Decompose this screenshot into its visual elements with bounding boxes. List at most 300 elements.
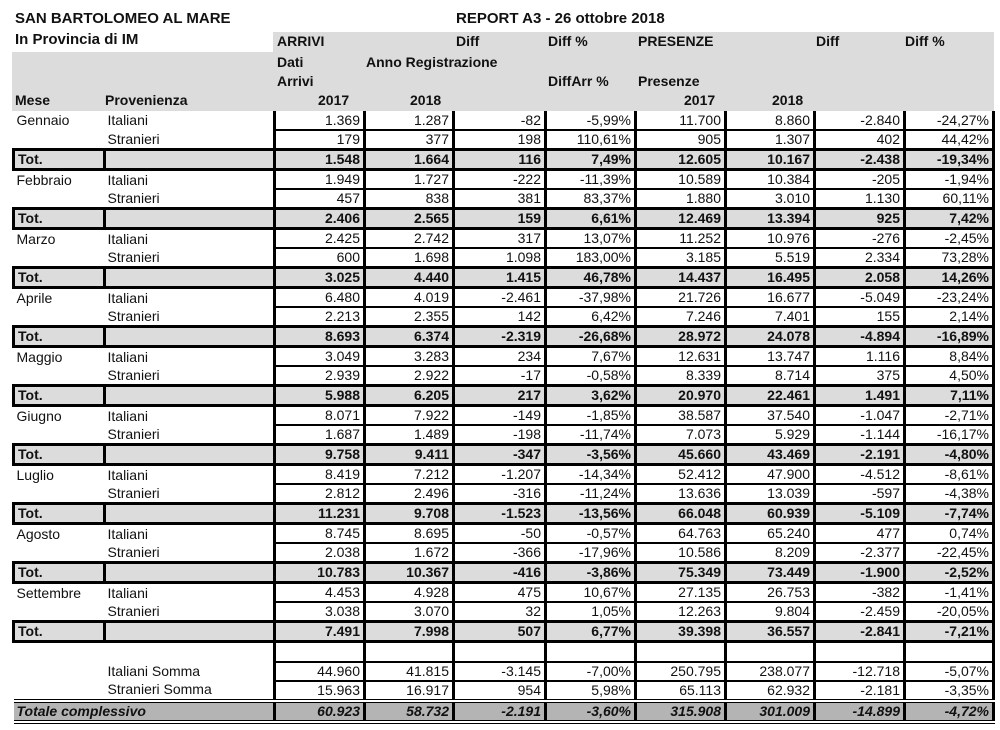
cell-arrivi-diff: 507 [454,622,546,642]
cell-arrivi-diff: -2.319 [454,327,546,347]
cell-arrivi-2018: 16.917 [365,681,454,701]
total-row [14,268,994,288]
cell-arrivi-2017: 2.425 [275,229,365,249]
cell-arrivi-diff: -2.461 [454,288,546,308]
header-arrivi-2018: 2018 [410,92,442,108]
cell-mese [14,366,105,386]
cell-presenze-diff-pct: -2,71% [905,406,994,426]
cell-arrivi-2018: 6.374 [365,327,454,347]
cell-arrivi-2018: 58.732 [365,701,454,722]
cell-presenze-2018: 24.078 [726,327,815,347]
cell-arrivi-diff: -222 [454,170,546,190]
cell-mese: Aprile [16,289,53,306]
cell-presenze-2018: 10.167 [726,150,815,170]
cell-arrivi-diff-pct: -11,74% [546,425,636,445]
total-row [14,386,994,406]
cell-presenze-diff-pct: -22,45% [905,543,994,563]
cell-arrivi-diff-pct: -11,24% [546,484,636,504]
cell-presenze-diff-pct: -4,80% [905,445,994,465]
table-row [14,465,994,485]
blank-row [14,642,994,662]
cell-presenze-diff: -2.191 [815,445,905,465]
cell-arrivi-2017: 4.453 [275,583,365,603]
cell-arrivi-diff-pct: 13,07% [546,229,636,249]
cell-arrivi-2017: 9.758 [275,445,365,465]
cell-presenze-diff-pct: -2,52% [905,563,994,583]
cell-presenze-diff-pct: 0,74% [905,524,994,544]
cell-mese: Tot. [14,563,105,583]
cell-presenze-diff: -14.899 [815,701,905,722]
cell-presenze-2018: 301.009 [726,701,815,722]
cell-mese: Maggio [16,348,63,365]
cell-provenienza [105,209,275,229]
table-body [14,111,994,722]
cell-presenze-2017: 14.437 [636,268,726,288]
cell-arrivi-2018: 9.708 [365,504,454,524]
cell-arrivi-2017 [275,642,365,662]
cell-presenze-2017: 64.763 [636,524,726,544]
cell-mese: Tot. [14,268,105,288]
cell-presenze-diff: -5.109 [815,504,905,524]
cell-provenienza: Stranieri [107,602,160,619]
header-diff-presenze: Diff [816,33,840,49]
cell-arrivi-2018: 1.672 [365,543,454,563]
cell-arrivi-diff-pct: 7,49% [546,150,636,170]
table-row [14,347,994,367]
cell-provenienza: Italiani Somma [107,662,201,679]
cell-presenze-diff: -382 [815,583,905,603]
cell-arrivi-2017: 3.049 [275,347,365,367]
cell-presenze-2018: 9.804 [726,602,815,622]
cell-presenze-diff-pct: -1,94% [905,170,994,190]
cell-mese [14,602,105,622]
cell-mese: Tot. [14,386,105,406]
cell-arrivi-2018: 1.287 [365,111,454,130]
cell-presenze-2017: 52.412 [636,465,726,485]
cell-presenze-diff-pct: 7,42% [905,209,994,229]
cell-arrivi-diff-pct: -0,58% [546,366,636,386]
cell-presenze-diff-pct: 2,14% [905,307,994,327]
cell-presenze-2017: 39.398 [636,622,726,642]
cell-arrivi-2017: 1.369 [275,111,365,130]
cell-arrivi-diff: -316 [454,484,546,504]
cell-mese [14,189,105,209]
cell-presenze-diff: 2.058 [815,268,905,288]
cell-presenze-diff: 155 [815,307,905,327]
cell-provenienza: Stranieri [107,543,160,560]
cell-arrivi-diff: 1.098 [454,248,546,268]
cell-presenze-2017: 10.589 [636,170,726,190]
cell-provenienza [105,268,275,288]
cell-arrivi-diff: 381 [454,189,546,209]
cell-presenze-2017: 12.605 [636,150,726,170]
cell-presenze-diff-pct: -8,61% [905,465,994,485]
cell-presenze-2018: 37.540 [726,406,815,426]
cell-arrivi-diff-pct: 183,00% [546,248,636,268]
cell-arrivi-2018: 838 [365,189,454,209]
table-row [14,484,994,504]
cell-presenze-diff-pct: -7,21% [905,622,994,642]
cell-arrivi-2018: 3.283 [365,347,454,367]
cell-arrivi-diff-pct: -1,85% [546,406,636,426]
cell-presenze-diff: -2.181 [815,681,905,701]
cell-presenze-diff: 402 [815,130,905,150]
cell-presenze-diff-pct: -7,74% [905,504,994,524]
cell-arrivi-2017: 2.213 [275,307,365,327]
cell-arrivi-2017: 2.939 [275,366,365,386]
cell-arrivi-2018: 1.698 [365,248,454,268]
cell-presenze-2018: 8.714 [726,366,815,386]
cell-presenze-2018: 13.394 [726,209,815,229]
cell-mese: Febbraio [16,171,72,188]
cell-arrivi-2017: 8.071 [275,406,365,426]
cell-presenze-2017: 12.631 [636,347,726,367]
cell-presenze-2017: 65.113 [636,681,726,701]
cell-presenze-diff: 2.334 [815,248,905,268]
cell-presenze-diff-pct: 73,28% [905,248,994,268]
cell-arrivi-2017: 5.988 [275,386,365,406]
cell-arrivi-2018: 3.070 [365,602,454,622]
report-title: REPORT A3 - 26 ottobre 2018 [456,10,665,27]
cell-arrivi-diff-pct: -17,96% [546,543,636,563]
cell-arrivi-2017: 11.231 [275,504,365,524]
cell-arrivi-2018: 377 [365,130,454,150]
cell-arrivi-diff: -3.145 [454,662,546,681]
cell-presenze-diff: -205 [815,170,905,190]
table-row [14,406,994,426]
cell-arrivi-2018: 4.019 [365,288,454,308]
cell-provenienza: Italiani [107,525,148,542]
cell-presenze-diff: -276 [815,229,905,249]
cell-arrivi-diff-pct: -3,60% [546,701,636,722]
cell-arrivi-2018: 1.664 [365,150,454,170]
cell-arrivi-2017: 2.038 [275,543,365,563]
cell-arrivi-diff-pct: -7,00% [546,662,636,681]
cell-presenze-diff: -597 [815,484,905,504]
cell-presenze-2017: 10.586 [636,543,726,563]
header-anno-registrazione: Anno Registrazione [366,54,498,70]
cell-presenze-diff: -2.377 [815,543,905,563]
cell-arrivi-2018 [365,642,454,662]
header-presenze: PRESENZE [638,33,714,49]
cell-provenienza: Italiani [107,289,148,306]
cell-arrivi-2017: 60.923 [275,701,365,722]
cell-presenze-diff-pct: 14,26% [905,268,994,288]
cell-arrivi-2017: 3.038 [275,602,365,622]
cell-mese: Agosto [16,525,61,542]
cell-arrivi-2017: 600 [275,248,365,268]
cell-presenze-2018: 47.900 [726,465,815,485]
cell-presenze-2017: 21.726 [636,288,726,308]
cell-arrivi-diff-pct: 7,67% [546,347,636,367]
cell-presenze-diff: 1.116 [815,347,905,367]
cell-arrivi-diff: -347 [454,445,546,465]
total-row [14,150,994,170]
cell-presenze-diff: 375 [815,366,905,386]
cell-presenze-diff-pct: -5,07% [905,662,994,681]
cell-arrivi-diff: 198 [454,130,546,150]
cell-arrivi-diff-pct: 83,37% [546,189,636,209]
cell-mese [14,662,105,681]
header-diff: Diff [456,33,480,49]
cell-presenze-diff-pct: -19,34% [905,150,994,170]
cell-presenze-2018: 16.495 [726,268,815,288]
cell-presenze-2017: 38.587 [636,406,726,426]
cell-arrivi-2017: 7.491 [275,622,365,642]
cell-presenze-diff: -1.144 [815,425,905,445]
cell-provenienza [105,642,275,662]
cell-arrivi-2018: 8.695 [365,524,454,544]
cell-arrivi-diff-pct: 5,98% [546,681,636,701]
cell-provenienza [105,504,275,524]
cell-arrivi-2018: 2.355 [365,307,454,327]
cell-arrivi-diff: 234 [454,347,546,367]
cell-arrivi-2018: 2.565 [365,209,454,229]
cell-mese: Gennaio [16,112,70,128]
header-arrivi-sub: Arrivi [277,73,314,89]
cell-arrivi-diff-pct: -26,68% [546,327,636,347]
cell-presenze-2017: 11.700 [636,111,726,130]
header-diffarr-pct: DiffArr % [548,73,609,89]
cell-mese: Luglio [16,466,54,483]
cell-provenienza: Stranieri [107,425,160,442]
cell-presenze-2017: 13.636 [636,484,726,504]
cell-presenze-diff-pct: -3,35% [905,681,994,701]
cell-arrivi-2018: 9.411 [365,445,454,465]
header-mese: Mese [15,92,51,108]
place-title: SAN BARTOLOMEO AL MARE [15,10,231,27]
cell-arrivi-diff: 142 [454,307,546,327]
cell-provenienza: Stranieri [107,248,160,265]
cell-mese: Tot. [14,504,105,524]
header-diff-pct-presenze: Diff % [905,33,945,49]
cell-presenze-diff: -5.049 [815,288,905,308]
cell-mese [14,484,105,504]
cell-mese: Tot. [14,209,105,229]
cell-presenze-diff: 1.491 [815,386,905,406]
cell-presenze-2017: 12.469 [636,209,726,229]
cell-presenze-2018: 1.307 [726,130,815,150]
cell-arrivi-2017: 1.548 [275,150,365,170]
cell-arrivi-diff-pct: -13,56% [546,504,636,524]
cell-presenze-diff: -4.894 [815,327,905,347]
cell-arrivi-diff-pct: 46,78% [546,268,636,288]
cell-arrivi-diff-pct [546,642,636,662]
cell-arrivi-2017: 8.419 [275,465,365,485]
cell-presenze-diff: -2.438 [815,150,905,170]
cell-arrivi-diff: -50 [454,524,546,544]
cell-arrivi-diff-pct: -5,99% [546,111,636,130]
cell-arrivi-diff: -2.191 [454,701,546,722]
cell-arrivi-diff-pct: -11,39% [546,170,636,190]
header-provenienza: Provenienza [105,92,188,108]
header-presenze-2017: 2017 [684,92,716,108]
cell-arrivi-diff-pct: 10,67% [546,583,636,603]
cell-arrivi-2018: 4.928 [365,583,454,603]
cell-presenze-2018: 60.939 [726,504,815,524]
cell-arrivi-2017: 15.963 [275,681,365,701]
table-row [14,681,994,701]
total-row [14,563,994,583]
cell-arrivi-2017: 2.406 [275,209,365,229]
cell-presenze-diff-pct: -16,17% [905,425,994,445]
header-dati: Dati [277,54,304,70]
cell-mese: Tot. [14,622,105,642]
total-row [14,445,994,465]
cell-presenze-diff: -2.841 [815,622,905,642]
cell-arrivi-2018: 7.922 [365,406,454,426]
cell-mese: Giugno [16,407,62,424]
cell-presenze-diff-pct: -4,72% [905,701,994,722]
cell-presenze-2018: 26.753 [726,583,815,603]
cell-presenze-diff: -2.840 [815,111,905,130]
table-row [14,170,994,190]
cell-presenze-2017: 66.048 [636,504,726,524]
cell-presenze-diff-pct [905,642,994,662]
cell-presenze-2018: 62.932 [726,681,815,701]
table-row [14,602,994,622]
cell-arrivi-diff: 217 [454,386,546,406]
cell-presenze-diff: -12.718 [815,662,905,681]
cell-provenienza: Italiani [107,584,148,601]
cell-arrivi-diff-pct: -0,57% [546,524,636,544]
cell-presenze-2018: 43.469 [726,445,815,465]
cell-presenze-2018: 8.860 [726,111,815,130]
cell-provenienza: Stranieri [107,189,160,206]
table-row [14,130,994,150]
cell-arrivi-diff-pct: 6,77% [546,622,636,642]
header-arrivi-2017: 2017 [318,92,350,108]
cell-arrivi-diff: 116 [454,150,546,170]
cell-provenienza [105,327,275,347]
cell-arrivi-diff [454,642,546,662]
cell-provenienza: Italiani [107,466,148,483]
cell-arrivi-diff: 475 [454,583,546,603]
cell-arrivi-2017: 6.480 [275,288,365,308]
cell-arrivi-2017: 2.812 [275,484,365,504]
cell-arrivi-diff: -198 [454,425,546,445]
table-row [14,524,994,544]
grand-total-row [14,701,994,722]
cell-presenze-2017: 27.135 [636,583,726,603]
table-row [14,248,994,268]
cell-arrivi-2017: 3.025 [275,268,365,288]
table-row [14,229,994,249]
header-presenze-sub: Presenze [638,73,700,89]
cell-arrivi-2017: 457 [275,189,365,209]
cell-mese [14,130,105,150]
cell-provenienza [105,622,275,642]
cell-arrivi-2017: 179 [275,130,365,150]
report-table [12,111,995,724]
cell-mese [14,543,105,563]
cell-arrivi-diff: -17 [454,366,546,386]
cell-presenze-diff-pct: -16,89% [905,327,994,347]
cell-mese [14,681,105,701]
cell-arrivi-2018: 1.489 [365,425,454,445]
cell-presenze-2018: 16.677 [726,288,815,308]
cell-mese: Settembre [16,584,82,601]
cell-presenze-diff-pct: 8,84% [905,347,994,367]
cell-presenze-2017: 11.252 [636,229,726,249]
cell-presenze-2018: 10.384 [726,170,815,190]
cell-arrivi-2018: 7.212 [365,465,454,485]
total-row [14,622,994,642]
cell-arrivi-diff-pct: 6,42% [546,307,636,327]
cell-presenze-2017: 7.246 [636,307,726,327]
cell-presenze-2017: 8.339 [636,366,726,386]
cell-arrivi-diff-pct: 110,61% [546,130,636,150]
cell-arrivi-diff: 317 [454,229,546,249]
cell-presenze-2017: 905 [636,130,726,150]
cell-mese: Marzo [16,230,56,247]
cell-presenze-2018: 238.077 [726,662,815,681]
cell-presenze-2018: 8.209 [726,543,815,563]
cell-arrivi-diff: 159 [454,209,546,229]
table-row [14,288,994,308]
cell-presenze-2017: 7.073 [636,425,726,445]
cell-presenze-2018: 7.401 [726,307,815,327]
cell-provenienza: Stranieri [107,484,160,501]
cell-arrivi-2017: 1.949 [275,170,365,190]
cell-presenze-diff: -2.459 [815,602,905,622]
cell-arrivi-2017: 10.783 [275,563,365,583]
table-row [14,425,994,445]
cell-presenze-2018: 36.557 [726,622,815,642]
cell-presenze-2018: 13.747 [726,347,815,367]
cell-provenienza: Italiani [107,112,148,128]
cell-mese [14,642,105,662]
cell-arrivi-diff: -1.523 [454,504,546,524]
cell-arrivi-2017: 44.960 [275,662,365,681]
cell-presenze-diff-pct: 4,50% [905,366,994,386]
cell-arrivi-diff-pct: -14,34% [546,465,636,485]
cell-presenze-diff: -4.512 [815,465,905,485]
table-row [14,111,994,130]
cell-provenienza [105,445,275,465]
cell-mese [14,307,105,327]
cell-presenze-2018 [726,642,815,662]
cell-arrivi-diff: -82 [454,111,546,130]
cell-presenze-diff: -1.047 [815,406,905,426]
cell-presenze-2017: 12.263 [636,602,726,622]
cell-mese: Tot. [14,327,105,347]
cell-presenze-diff-pct: -23,24% [905,288,994,308]
cell-provenienza: Italiani [107,230,148,247]
cell-presenze-diff-pct: -1,41% [905,583,994,603]
cell-arrivi-2018: 41.815 [365,662,454,681]
province-subtitle: In Provincia di IM [15,31,139,48]
cell-provenienza: Italiani [107,348,148,365]
cell-arrivi-diff-pct: 6,61% [546,209,636,229]
cell-arrivi-diff-pct: -37,98% [546,288,636,308]
cell-presenze-2018: 65.240 [726,524,815,544]
table-row [14,543,994,563]
cell-presenze-2017 [636,642,726,662]
cell-mese: Totale complessivo [14,701,275,722]
table-row [14,189,994,209]
cell-mese [14,425,105,445]
cell-provenienza [105,150,275,170]
cell-presenze-diff-pct: -24,27% [905,111,994,130]
cell-arrivi-2018: 1.727 [365,170,454,190]
cell-arrivi-2018: 2.496 [365,484,454,504]
cell-arrivi-diff-pct: 1,05% [546,602,636,622]
cell-arrivi-diff: -149 [454,406,546,426]
cell-provenienza: Stranieri Somma [107,681,212,697]
cell-presenze-2017: 315.908 [636,701,726,722]
cell-provenienza: Stranieri [107,366,160,383]
